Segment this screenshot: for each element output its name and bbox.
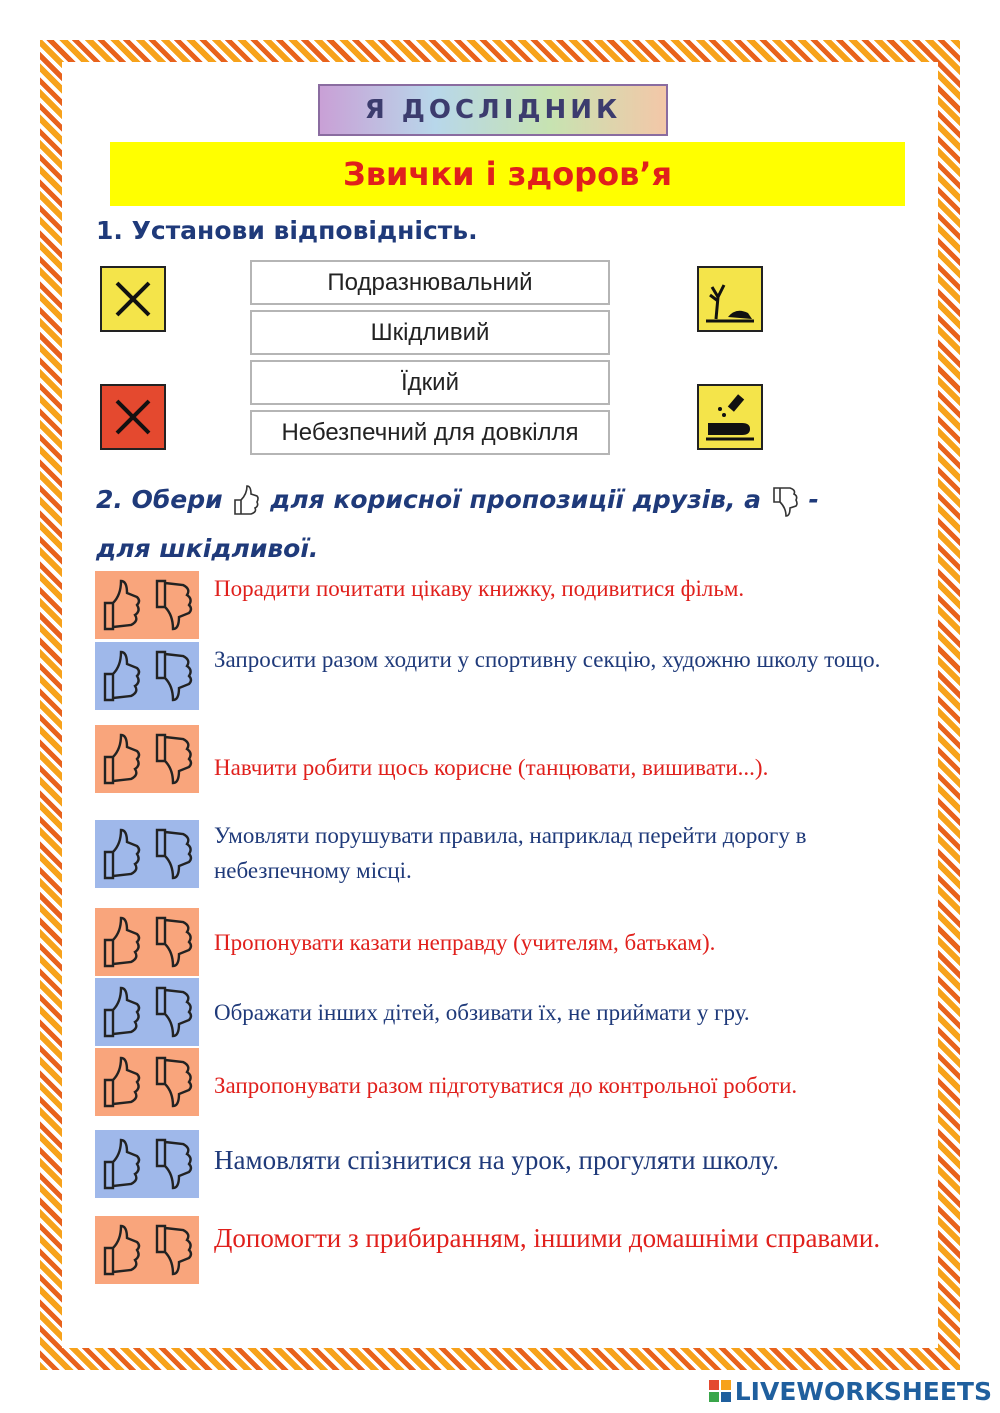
thumbs-up-icon[interactable] [99,1136,143,1192]
thumb-choice-3 [95,725,199,793]
thumbs-down-icon[interactable] [151,984,195,1040]
label-corrosive[interactable]: Їдкий [250,360,610,405]
harmful-symbol-icon[interactable] [100,384,166,450]
thumbs-down-icon [770,484,800,518]
thumb-choice-9 [95,1216,199,1284]
statement-5: Пропонувати казати неправду (учителям, батькам). [214,930,716,955]
thumb-choice-2 [95,642,199,710]
thumbs-up-icon[interactable] [99,577,143,633]
statement-4: Умовляти порушувати правила, наприклад перейти дорогу в небезпечному місці. [214,823,807,883]
task2-heading-part-a: 2. Обери [96,485,223,514]
thumbs-up-icon[interactable] [99,914,143,970]
irritant-symbol-icon[interactable] [100,266,166,332]
thumbs-up-icon[interactable] [99,648,143,704]
thumbs-down-icon[interactable] [151,1222,195,1278]
task2-heading-line1 [96,484,819,518]
thumbs-down-icon[interactable] [151,1136,195,1192]
banner-text: Я ДОСЛІДНИК [364,95,622,125]
statement-1: Порадити почитати цікаву книжку, подивитися фільм. [214,576,745,601]
thumbs-down-icon[interactable] [151,1054,195,1110]
thumbs-up-icon[interactable] [99,1222,143,1278]
thumbs-down-icon[interactable] [151,826,195,882]
liveworksheets-footer [709,1375,992,1407]
statement-8: Намовляти спізнитися на урок, прогуляти школу. [214,1145,779,1175]
statement-7: Запропонувати разом підготуватися до контрольної роботи. [214,1073,798,1098]
statement-9: Допомогти з прибиранням, іншими домашніми справами. [214,1223,881,1253]
label-irritant[interactable]: Подразнювальний [250,260,610,305]
ya-doslidnyk-banner [318,84,668,136]
statement-3: Навчити робити щось корисне (танцювати, вишивати...). [214,755,769,780]
task1-heading: 1. Установи відповідність. [96,216,478,245]
title-bar [110,142,905,206]
thumbs-down-icon[interactable] [151,577,195,633]
thumbs-up-icon[interactable] [99,731,143,787]
task2-heading-line2: для шкідливої. [96,534,319,563]
thumbs-up-icon[interactable] [99,826,143,882]
thumbs-up-icon [231,484,261,518]
task2-heading-part-b: для корисної пропозиції друзів, а [270,485,762,514]
label-environment[interactable]: Небезпечний для довкілля [250,410,610,455]
statement-6: Ображати інших дітей, обзивати їх, не приймати у гру. [214,1000,750,1025]
thumbs-down-icon[interactable] [151,914,195,970]
statement-2: Запросити разом ходити у спортивну секцію, художню школу тощо. [214,647,881,672]
thumb-choice-5 [95,908,199,976]
thumbs-down-icon[interactable] [151,648,195,704]
environment-hazard-icon[interactable] [697,266,763,332]
thumb-choice-6 [95,978,199,1046]
liveworksheets-logo-icon [709,1380,731,1402]
thumb-choice-4 [95,820,199,888]
label-harmful[interactable]: Шкідливий [250,310,610,355]
thumbs-up-icon[interactable] [99,1054,143,1110]
thumb-choice-8 [95,1130,199,1198]
page-title: Звички і здоров’я [342,155,673,193]
thumbs-down-icon[interactable] [151,731,195,787]
task2-heading-part-c: - [808,485,819,514]
corrosive-icon[interactable] [697,384,763,450]
thumb-choice-7 [95,1048,199,1116]
thumb-choice-1 [95,571,199,639]
liveworksheets-brand: LIVEWORKSHEETS [734,1376,992,1406]
thumbs-up-icon[interactable] [99,984,143,1040]
